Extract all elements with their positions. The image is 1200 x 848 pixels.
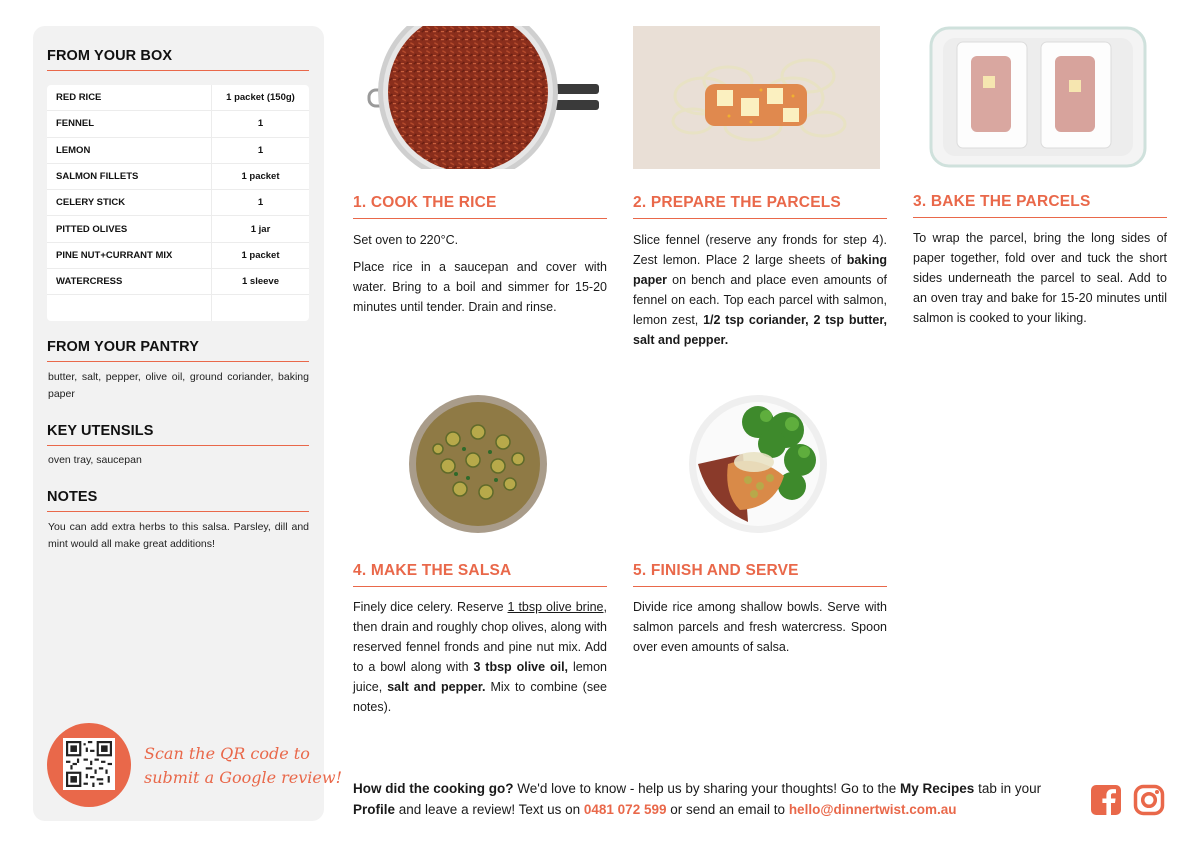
ingredient-qty: 1	[257, 118, 264, 130]
text-run-bold: 3 tbsp olive oil,	[473, 660, 569, 674]
from-your-box-heading: FROM YOUR BOX	[47, 48, 309, 71]
step-1-body	[353, 230, 607, 324]
instagram-icon[interactable]	[1133, 784, 1167, 818]
qr-caption	[144, 742, 342, 790]
text-run: , then drain and roughly chop olives, along with reserved fennel fronds and pine nut mix. Add to a bowl along with	[353, 600, 607, 674]
ingredient-qty: 1 packet	[241, 249, 280, 261]
text-run-bold: baking paper	[633, 253, 887, 287]
table-row-empty	[47, 295, 309, 321]
phone-link[interactable]: 0481 072 599	[583, 802, 667, 817]
ingredient-qty: 1	[257, 197, 264, 209]
key-utensils-heading: KEY UTENSILS	[47, 423, 309, 446]
table-row	[47, 164, 309, 190]
step-5-image	[688, 394, 828, 534]
step-4-body	[353, 597, 607, 724]
ingredient-qty: 1 packet (150g)	[226, 92, 295, 104]
ingredient-name: PITTED OLIVES	[47, 216, 212, 241]
step-2-image	[633, 26, 880, 169]
notes-text: You can add extra herbs to this salsa. Parsley, dill and mint would all make great additions!	[48, 521, 309, 550]
ingredient-name: PINE NUT+CURRANT MIX	[47, 243, 212, 268]
ingredient-name: LEMON	[47, 138, 212, 163]
step-2-body	[633, 230, 887, 357]
notes-heading: NOTES	[47, 489, 309, 512]
table-row	[47, 190, 309, 216]
ingredient-qty: 1 packet	[241, 171, 280, 183]
step-1-title: 1. COOK THE RICE	[353, 194, 607, 219]
table-row	[47, 269, 309, 295]
ingredient-qty: 1	[257, 144, 264, 156]
ingredient-name: WATERCRESS	[47, 269, 212, 294]
ingredient-name: SALMON FILLETS	[47, 164, 212, 189]
step-1-image	[353, 26, 607, 169]
table-row	[47, 111, 309, 137]
from-your-pantry-heading: FROM YOUR PANTRY	[47, 339, 309, 362]
qr-code-badge[interactable]	[47, 723, 131, 807]
box-ingredients-table	[47, 85, 309, 321]
ingredient-qty: 1 jar	[250, 223, 271, 235]
text-run-bold: 1/2 tsp coriander, 2 tsp butter, salt and pepper.	[633, 313, 888, 347]
table-row	[47, 216, 309, 242]
qr-caption-line: submit a Google review!	[144, 768, 343, 787]
sidebar	[33, 26, 324, 821]
step-2-text	[633, 230, 887, 350]
step-3-text: To wrap the parcel, bring the long sides of paper together, fold over and tuck the short sides underneath the parcel to seal. Add to an oven tray and bake for 15-20 minutes until salmon is cooked to your liking.	[913, 231, 1167, 325]
step-5-title: 5. FINISH AND SERVE	[633, 562, 887, 587]
text-run: Finely dice celery. Reserve	[353, 600, 508, 614]
text-run: Mix to combine (see notes).	[353, 680, 607, 714]
empty-cell	[47, 295, 212, 321]
text-run: We'd love to know - help us by sharing your thoughts! Go to the	[513, 781, 901, 796]
text-run: or send an email to	[666, 802, 789, 817]
text-run: Slice fennel (reserve any fronds for step 4). Zest lemon. Place 2 large sheets of	[633, 233, 887, 267]
step-5-text: Divide rice among shallow bowls. Serve with salmon parcels and fresh watercress. Spoon over even amounts of salsa.	[633, 600, 887, 654]
step-1-text: Place rice in a saucepan and cover with water. Bring to a boil and simmer for 15-20 minutes until tender. Drain and rinse.	[353, 260, 607, 314]
ingredient-name: RED RICE	[47, 85, 212, 110]
step-5-body	[633, 597, 887, 664]
step-3-title: 3. BAKE THE PARCELS	[913, 193, 1167, 218]
step-3-body	[913, 228, 1167, 335]
text-run: and leave a review! Text us on	[395, 802, 584, 817]
text-run: lemon juice,	[353, 660, 607, 694]
footer-question: How did the cooking go?	[353, 781, 514, 796]
pantry-text: butter, salt, pepper, olive oil, ground coriander, baking paper	[48, 371, 309, 400]
ingredient-name: CELERY STICK	[47, 190, 212, 215]
email-link[interactable]: hello@dinnertwist.com.au	[788, 802, 957, 817]
text-run-underlined: 1 tbsp olive brine	[507, 600, 604, 614]
table-row	[47, 243, 309, 269]
qr-code-icon[interactable]	[63, 738, 115, 790]
facebook-icon[interactable]	[1090, 784, 1124, 818]
step-4-title: 4. MAKE THE SALSA	[353, 562, 607, 587]
qr-caption-line: Scan the QR code to	[144, 744, 310, 763]
step-2-title: 2. PREPARE THE PARCELS	[633, 194, 887, 219]
profile-label: Profile	[353, 802, 396, 817]
step-4-text	[353, 597, 607, 717]
table-row	[47, 85, 309, 111]
text-run: on bench and place even amounts of fennel on each. Top each parcel with salmon, lemon zest,	[633, 273, 887, 327]
text-run-bold: salt and pepper.	[387, 680, 486, 694]
step-4-image	[408, 394, 548, 534]
my-recipes-label: My Recipes	[900, 781, 975, 796]
utensils-text: oven tray, saucepan	[48, 454, 142, 466]
step-1-text: Set oven to 220°C.	[353, 233, 459, 247]
table-row	[47, 138, 309, 164]
review-footer	[353, 778, 1073, 820]
ingredient-name: FENNEL	[47, 111, 212, 136]
step-3-image	[913, 26, 1167, 169]
text-run: tab in your	[974, 781, 1042, 796]
ingredient-qty: 1 sleeve	[242, 276, 279, 288]
